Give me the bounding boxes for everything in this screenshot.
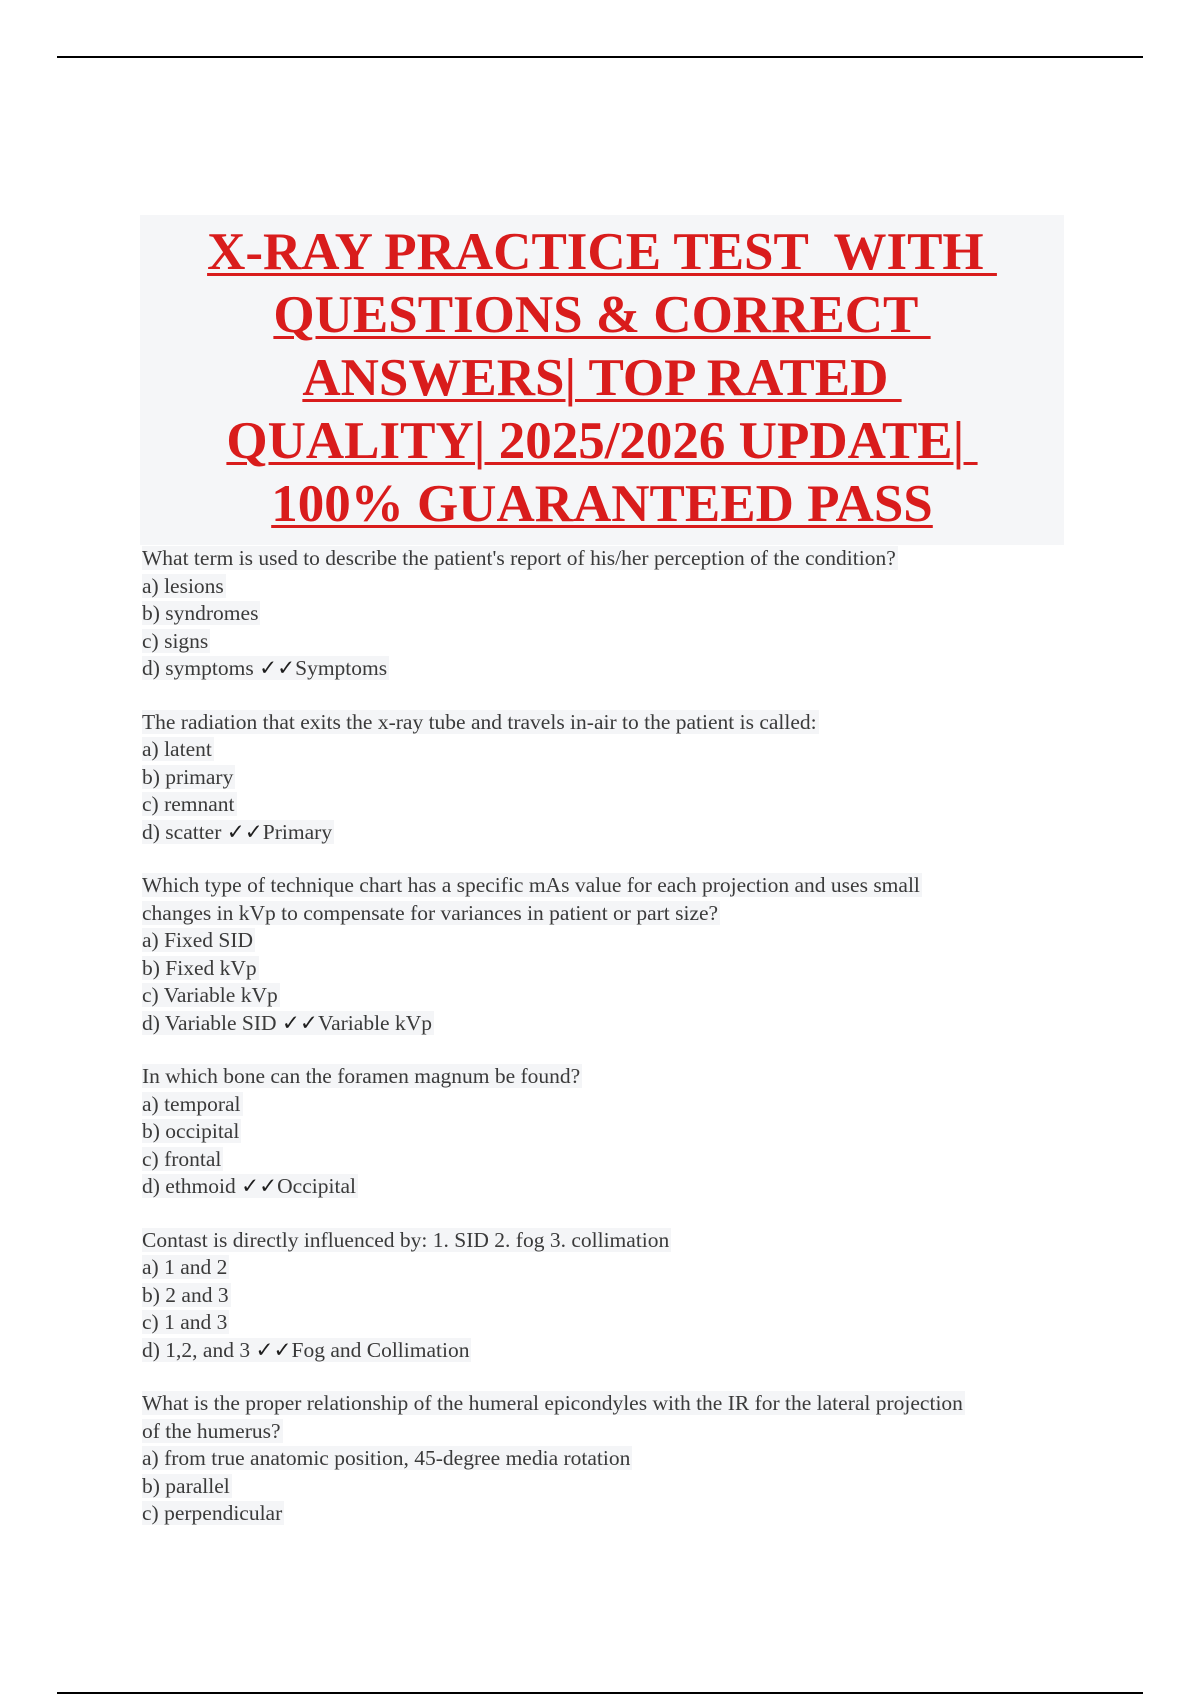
title-line: X-RAY PRACTICE TEST WITH xyxy=(207,223,997,281)
question-block xyxy=(142,1227,1062,1365)
answer-option: c) frontal xyxy=(142,1146,222,1171)
answer-option: b) syndromes xyxy=(142,601,259,625)
answer-option-label: d) Variable SID xyxy=(142,1010,277,1035)
correct-answer: Occipital xyxy=(277,1174,356,1198)
answer-option-label: d) 1,2, and 3 xyxy=(142,1337,251,1362)
answer-option: c) remnant xyxy=(142,792,235,816)
title-line: 100% GUARANTEED PASS xyxy=(271,475,933,533)
question-stem: In which bone can the foramen magnum be found? xyxy=(142,1064,581,1088)
double-check-icon: ✓✓ xyxy=(226,819,263,844)
answer-option-with-key xyxy=(142,1173,1062,1201)
answer-option-with-key xyxy=(142,1010,1062,1038)
double-check-icon: ✓✓ xyxy=(281,1010,318,1035)
answer-option: a) latent xyxy=(142,737,212,761)
question-stem: of the humerus? xyxy=(142,1418,281,1443)
answer-option: b) Fixed kVp xyxy=(142,955,257,980)
question-stem: Contast is directly influenced by: 1. SID 2. fog 3. collimation xyxy=(142,1227,670,1252)
question-block xyxy=(142,872,1062,1037)
answer-option-label: d) scatter xyxy=(142,819,222,844)
answer-option: b) occipital xyxy=(142,1119,240,1143)
answer-option: b) parallel xyxy=(142,1473,230,1498)
double-check-icon: ✓✓ xyxy=(259,656,296,680)
title-line: ANSWERS| TOP RATED xyxy=(302,349,902,407)
correct-answer: Symptoms xyxy=(295,656,388,680)
top-rule xyxy=(57,56,1143,58)
double-check-icon: ✓✓ xyxy=(241,1174,278,1198)
question-block xyxy=(142,1390,1062,1528)
question-block xyxy=(142,545,1062,683)
answer-option: a) from true anatomic position, 45-degree media rotation xyxy=(142,1446,631,1470)
question-list xyxy=(142,545,1062,1554)
correct-answer: Primary xyxy=(262,819,333,844)
question-stem: Which type of technique chart has a specific mAs value for each projection and uses small xyxy=(142,873,920,897)
question-block xyxy=(142,1063,1062,1201)
answer-option: c) 1 and 3 xyxy=(142,1310,228,1334)
answer-option-with-key xyxy=(142,819,1062,847)
title-line: QUALITY| 2025/2026 UPDATE| xyxy=(226,412,978,470)
question-stem: What is the proper relationship of the humeral epicondyles with the IR for the lateral projection xyxy=(142,1391,963,1415)
correct-answer: Variable kVp xyxy=(317,1010,432,1035)
title-line: QUESTIONS & CORRECT xyxy=(273,286,931,344)
answer-option: b) 2 and 3 xyxy=(142,1282,229,1307)
answer-option: a) 1 and 2 xyxy=(142,1255,228,1279)
double-check-icon: ✓✓ xyxy=(255,1337,292,1362)
answer-option: c) signs xyxy=(142,628,209,653)
answer-option: a) Fixed SID xyxy=(142,928,254,952)
answer-option-with-key xyxy=(142,1337,1062,1365)
bottom-rule xyxy=(57,1692,1143,1694)
answer-option: c) Variable kVp xyxy=(142,983,278,1007)
question-stem: changes in kVp to compensate for variances in patient or part size? xyxy=(142,900,719,925)
answer-option: a) lesions xyxy=(142,573,224,598)
question-stem: The radiation that exits the x-ray tube and travels in-air to the patient is called: xyxy=(142,709,817,734)
correct-answer: Fog and Collimation xyxy=(291,1337,470,1362)
answer-option: a) temporal xyxy=(142,1091,241,1116)
answer-option-with-key xyxy=(142,655,1062,683)
question-stem: What term is used to describe the patient's report of his/her perception of the condition? xyxy=(142,546,896,570)
document-title xyxy=(140,215,1064,545)
answer-option: c) perpendicular xyxy=(142,1501,283,1525)
answer-option-label: d) symptoms xyxy=(142,656,254,680)
question-block xyxy=(142,709,1062,847)
answer-option: b) primary xyxy=(142,764,234,789)
answer-option-label: d) ethmoid xyxy=(142,1174,236,1198)
